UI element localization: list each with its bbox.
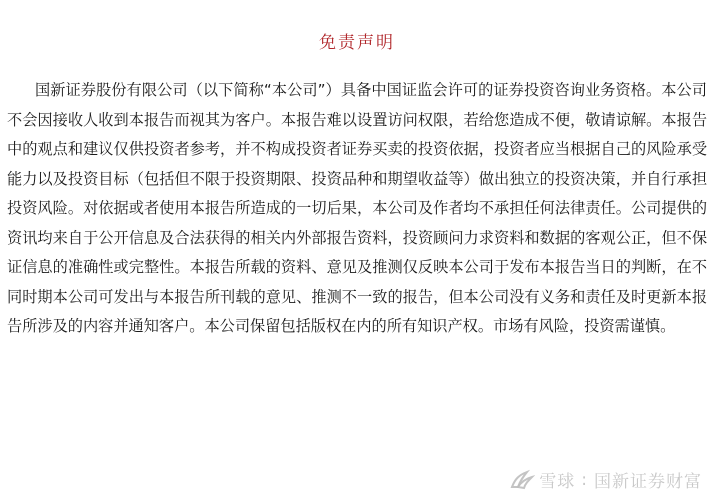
watermark	[509, 467, 702, 492]
xueqiu-logo-icon	[509, 469, 535, 491]
disclaimer-title: 免责声明	[319, 33, 395, 53]
disclaimer-body: 国新证券股份有限公司（以下简称“本公司”）具备中国证监会许可的证券投资咨询业务资格。本公司不会因接收人收到本报告而视其为客户。本报告难以设置访问权限，若给您造成不便，敬请谅解。本报告中的观点和建议仅供投资者参考，并不构成投资者证券买卖的投资依据，投资者应当根据自己的风险承受能力以及投资目标（包括但不限于投资期限、投资品种和期望收益等）做出独立的投资决策，并自行承担投资风险。对依据或者使用本报告所造成的一切后果，本公司及作者均不承担任何法律责任。公司提供的资讯均来自于公开信息及合法获得的相关内外部报告资料，投资顾问力求资料和数据的客观公正，但不保证信息的准确性或完整性。本报告所载的资料、意见及推测仅反映本公司于发布本报告当日的判断，在不同时期本公司可发出与本报告所刊载的意见、推测不一致的报告，但本公司没有义务和责任及时更新本报告所涉及的内容并通知客户。本公司保留包括版权在内的所有知识产权。市场有风险，投资需谨慎。	[7, 81, 707, 335]
watermark-account: 国新证券财富	[594, 472, 702, 492]
watermark-separator: :	[581, 469, 588, 490]
watermark-platform: 雪球	[539, 472, 576, 492]
